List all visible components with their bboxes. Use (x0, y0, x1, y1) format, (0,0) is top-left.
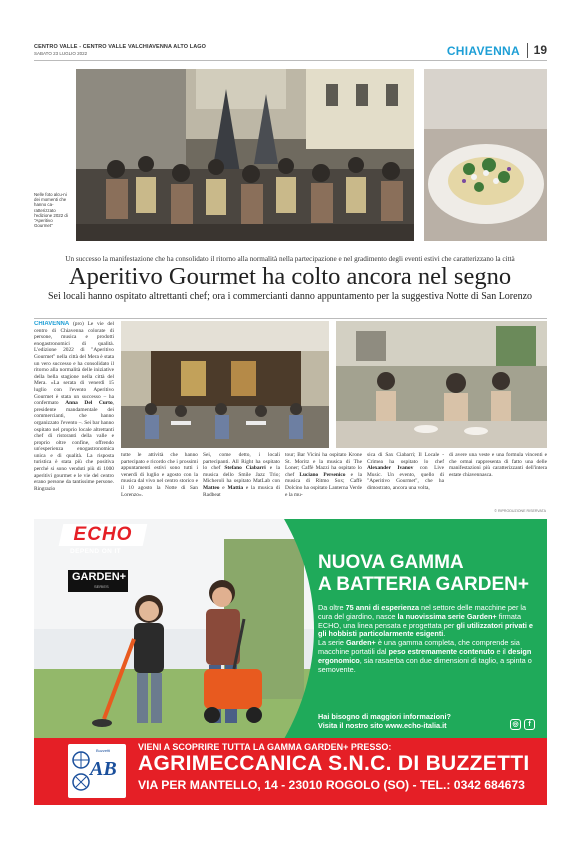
ad-title (318, 552, 529, 596)
article-text-1a: Le vie del centro di Chiavenna colorate di persone, musica e prodotti enogastronomici di qualità. L'edizione 2022 di "Aperitivo Gourmet" nella città del Mera è stata un vero successo e ha consolidato il ritorno alla normalità delle iniziative della bella stagione nella città del Mera. «La serata di venerdì 15 luglio con l'evento Aperitivo Gourmet è stata un successo – ha confermato (34, 321, 114, 407)
ad-paragraph-1 (318, 604, 538, 639)
dateline-city: CHIAVENNA (34, 321, 70, 327)
garden-logo-subtext: SERIES (94, 584, 109, 589)
article-column-2 (121, 452, 198, 498)
article-headline: Aperitivo Gourmet ha colto ancora nel segno (68, 263, 512, 290)
ad-text-bold: peso estremamente contenuto (388, 646, 495, 656)
dateline-author: (pro) (73, 321, 84, 327)
issue-date: SABATO 23 LUGLIO 2022 (34, 51, 88, 56)
article-text-2: tutte le attività che hanno partecipato e ricordo che i prossimi appuntamenti estivi sono tutti i venerdì di luglio e agosto con la musica dal vivo nel centro storico e il 10 agosto la Notte di San Lorenzo». (121, 452, 198, 498)
ad-title-line-1: NUOVA GAMMA (318, 552, 464, 573)
ad-text-bold: Garden+ (346, 638, 376, 648)
ad-info-question: Hai bisogno di maggiori informazioni? (318, 712, 451, 721)
photo-gourmet-dish (424, 69, 547, 241)
person-name-persenico: Luciano Persenico (299, 471, 346, 478)
headline-rule (34, 318, 547, 319)
ad-paragraph-2 (318, 639, 538, 674)
photo-caption: Nelle foto alcu-ni dei momenti che hanno ca-ratterizzato l'edizione 2022 di "Aperitivo Gourmet" (34, 192, 68, 229)
photo-diners-smiling (336, 321, 547, 448)
article-column-4 (285, 452, 362, 498)
section-title: CHIAVENNA (446, 44, 520, 58)
person-name-mattia: Mattia (227, 484, 244, 491)
copyright-credit: © RIPRODUZIONE RISERVATA (494, 509, 546, 513)
ad-text: e il (496, 646, 506, 656)
dealer-name: AGRIMECCANICA S.N.C. DI BUZZETTI (138, 752, 530, 775)
article-text-3c: e (222, 484, 225, 491)
article-column-1 (34, 321, 114, 511)
ad-title-line-2: A BATTERIA GARDEN+ (318, 574, 529, 595)
edition-name: CENTRO VALLE - CENTRO VALLE VALCHIAVENNA ALTO LAGO (34, 44, 207, 50)
ad-text: nel settore delle macchine per la cura del giardino, nasce (318, 603, 527, 621)
ad-text: Da oltre (318, 603, 344, 612)
person-name-anna: Anna Del Curto (65, 400, 113, 407)
echo-logo (59, 524, 148, 546)
person-name-ivanov: Alexander Ivanov (367, 465, 414, 472)
page-number: 19 (533, 43, 547, 57)
person-name-ciabarri: Stefano Ciabarri (224, 465, 266, 472)
dealer-invite: VIENI A SCOPRIRE TUTTA LA GAMMA GARDEN+ PRESSO: (138, 742, 392, 752)
ad-info-site (318, 721, 451, 730)
dealer-logo-name: Buzzetti (96, 748, 111, 753)
ad-text-bold: la nuovissima serie Garden+ (397, 611, 497, 621)
dealer-logo (68, 744, 126, 798)
ad-text: firmata ECHO, una linea pensata e progettata per (318, 611, 522, 630)
article-text-5b: con Live Music. Un evento, quello di "Aperitivo Gourmet", che ha dimostrato, ancora una volta, (367, 465, 444, 491)
article-text-6: di avere una veste e una formula vincenti e che ormai rappresenta di fatto una delle manifestazioni più caratterizzanti dell'intera estate chiavennasca. (449, 452, 547, 478)
article-column-6 (449, 452, 547, 478)
article-text-3d: e la musica di Radbeat (203, 484, 280, 498)
article-text-4b: e la musica di Ritmo Sox; Caffè Dolcino ha ospitato Lanterna Verde e la mu- (285, 471, 362, 498)
article-text-5a: sica di Sax Ciabarri; Il Locale - Crimea ha ospitato lo chef (367, 452, 444, 465)
ad-text-bold: 75 anni di esperienza (345, 603, 419, 612)
photo-street-crowd (76, 69, 414, 241)
ad-text: è una gamma completa, che comprende sia macchine portatili dal (318, 638, 520, 656)
header-rule (34, 60, 547, 61)
instagram-icon[interactable]: ◎ (510, 719, 521, 730)
dealer-logo-initials: AB (90, 758, 117, 780)
person-name-matteo: Matteo (203, 484, 220, 491)
echo-logo-text: ECHO (73, 524, 133, 545)
ad-text: La serie (318, 638, 344, 648)
ad-body (318, 604, 538, 674)
article-column-5 (367, 452, 444, 492)
ad-text: , sia rasaerba con due dimensioni di taglio, a spinta o semovente. (318, 655, 532, 674)
ad-text-bold: gli utilizzatori privati e gli hobbisti particolarmente esigenti (318, 620, 533, 639)
facebook-icon[interactable]: f (524, 719, 535, 730)
ad-text: . (443, 629, 446, 639)
ad-info (318, 712, 451, 730)
ad-info-site-label: Visita il nostro sito (318, 721, 384, 730)
page-header-left (34, 44, 206, 56)
dealer-address: VIA PER MANTELLO, 14 - 23010 ROGOLO (SO) - TEL.: 0342 684673 (138, 778, 525, 792)
garden-series-logo (68, 570, 128, 592)
article-text-3a: Sei, come detto, i locali partecipanti. All Right ha ospitato lo chef (203, 452, 280, 472)
ad-website-link[interactable]: www.echo-italia.it (385, 721, 447, 730)
article-text-1b: , presidente mandamentale dei commercianti, che hanno organizzato l'evento –. Sei bar hanno ospitato nel proprio locale altrettanti chef di ristoranti della valle e proprio oltre confine, offrendo un'esperienza enogastronomica unica e di qualità. La risposta turistica è stata più che positiva perché si sono venduti più di 1000 aperitivi gourmet e le vie del centro erano persone da tantissime persone. Ringrazio (34, 400, 114, 492)
article-text-4a: tour; Bar Vicini ha ospitato Krone St. Moritz e la musica di The Loner; Caffè Mazzi ha ospitato lo chef (285, 452, 362, 478)
article-column-3 (203, 452, 280, 498)
photo-bar-terrace (121, 321, 329, 448)
echo-tagline: DEPEND ON IT (70, 548, 122, 555)
ad-text-bold: design ergonomico (318, 646, 532, 665)
article-text-3b: e la musica dello Smile Jazz Trio; Micheroli ha ospitato MatLab con (203, 465, 281, 485)
article-subhead: Sei locali hanno ospitato altrettanti chef; ora i commercianti danno appuntamento per la suggestiva Notte di San Lorenzo (47, 291, 533, 302)
garden-logo-text: GARDEN+ (72, 571, 127, 583)
header-separator (527, 43, 528, 58)
article-kicker: Un successo la manifestazione che ha consolidato il ritorno alla normalità nella partecipazione e nel gradimento degli eventi estivi che caratterizzano la città (65, 255, 515, 263)
